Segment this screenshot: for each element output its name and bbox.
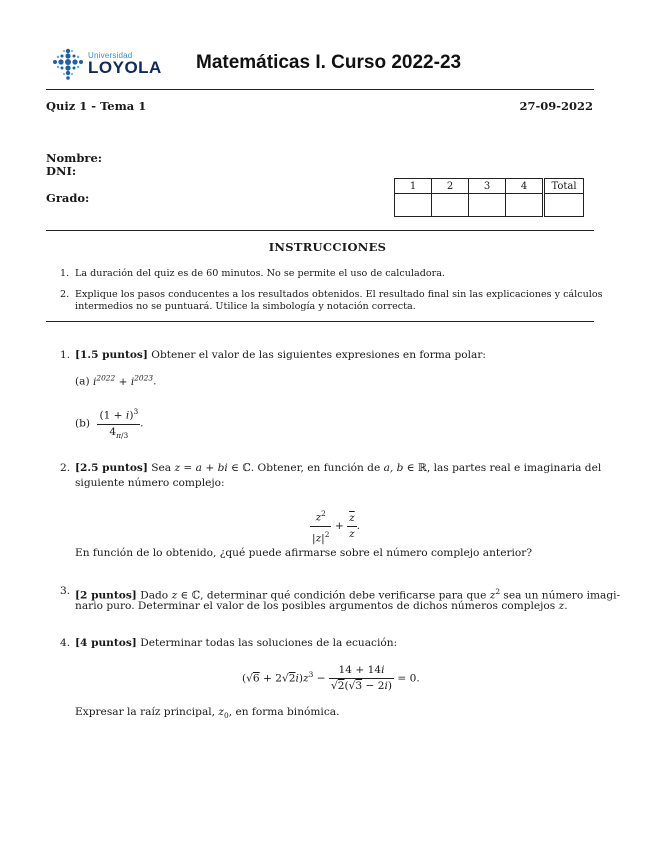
- question-prompt: Obtener el valor de las siguientes expresiones en forma polar:: [151, 349, 486, 361]
- instructions-bottom-rule: [46, 321, 594, 322]
- grado-label: Grado:: [46, 191, 90, 205]
- question-followup: en forma binómica.: [235, 706, 340, 718]
- question-prompt: Dado: [140, 589, 169, 602]
- loyola-cross-icon: [50, 46, 86, 82]
- question-1-part-b: (b) $\frac{(1 + i)^3}{4_{\pi/3}}$ .: [75, 404, 144, 443]
- question-number: 3.: [60, 585, 71, 597]
- part-label: (b): [75, 417, 91, 430]
- question-prompt: sea un número imagi-: [503, 589, 621, 602]
- grade-cell: [506, 194, 544, 217]
- question-number: 2.: [60, 462, 71, 474]
- question-prompt: siguiente número complejo:: [75, 477, 225, 489]
- logo-loyola-text: LOYOLA: [88, 58, 162, 77]
- instruction-item: Explique los pasos conducentes a los resultados obtenidos. El resultado final sin las explicaciones y cálculos: [75, 289, 603, 300]
- grade-cell: [395, 194, 432, 217]
- question-number: 1.: [60, 349, 71, 361]
- question-points: [1.5 puntos]: [75, 349, 148, 361]
- instruction-item: intermedios no se puntuará. Utilice la simbología y notación correcta.: [75, 301, 416, 312]
- grade-header-3: 3: [469, 179, 506, 194]
- question-prompt: determinar qué condición debe verificarse para que: [206, 589, 487, 602]
- question-points: [4 puntos]: [75, 637, 137, 649]
- question-prompt: Sea: [151, 462, 172, 474]
- question-1-part-a: (a) $i^{2022} + i^{2023}$.: [75, 373, 157, 388]
- question-3-text: [2 puntos] Dado z ∈ ℂ, determinar qué condición debe verificarse para que $z^2$ sea un número imagi-: [75, 587, 621, 602]
- question-3-line2: nario puro. Determinar el valor de los posibles argumentos de dichos números complejos z.: [75, 600, 568, 612]
- question-followup: Expresar la raíz principal,: [75, 706, 216, 718]
- instruction-number: 2.: [60, 289, 70, 300]
- expression-b: $\frac{(1 + i)^3}{4_{\pi/3}}$: [97, 404, 140, 443]
- expression-q2: $\frac{z^2}{|z|^2}$ + $\frac{\overline{z}}{z}$ .: [310, 506, 360, 546]
- logo-university-text: Universidad: [88, 51, 133, 60]
- question-prompt: las partes real e imaginaria del: [433, 462, 602, 474]
- grade-cell: [469, 194, 506, 217]
- expression-q4: $(√6 + 2√2i)z^3$ − $\frac{14 + 14i}{√2(√3 - 2i)}$ = 0.: [242, 664, 420, 692]
- instructions-top-rule: [46, 230, 594, 231]
- nombre-label: Nombre:: [46, 151, 103, 165]
- instructions-title: INSTRUCCIONES: [268, 240, 387, 254]
- expression-a: $i^{2022} + i^{2023}$: [92, 373, 154, 388]
- grade-cell-total: [544, 194, 584, 217]
- quiz-label: Quiz 1 - Tema 1: [46, 99, 147, 113]
- university-logo: [50, 46, 170, 82]
- dni-label: DNI:: [46, 164, 77, 178]
- grade-header-1: 1: [395, 179, 432, 194]
- question-prompt: nario puro. Determinar el valor de los posibles argumentos de dichos números complejos: [75, 600, 556, 612]
- instruction-number: 1.: [60, 268, 70, 279]
- grade-cell: [432, 194, 469, 217]
- course-title: Matemáticas I. Curso 2022-23: [196, 52, 462, 73]
- question-prompt: Determinar todas las soluciones de la ecuación:: [140, 637, 398, 649]
- question-2-text: [2.5 puntos] Sea z = a + bi ∈ ℂ. Obtener, en función de a, b ∈ ℝ, las partes real e imaginaria del: [75, 462, 602, 474]
- question-4-text: [75, 636, 397, 651]
- question-prompt: Obtener, en función de: [257, 462, 381, 474]
- instruction-item: La duración del quiz es de 60 minutos. No se permite el uso de calculadora.: [75, 268, 445, 279]
- question-points: [2 puntos]: [75, 589, 137, 602]
- grade-header-2: 2: [432, 179, 469, 194]
- grade-header-4: 4: [506, 179, 544, 194]
- header-rule: [46, 89, 594, 90]
- question-followup: En función de lo obtenido, ¿qué puede afirmarse sobre el número complejo anterior?: [75, 547, 533, 559]
- question-number: 4.: [60, 637, 71, 649]
- grade-header-total: Total: [544, 179, 584, 194]
- question-4-followup: Expresar la raíz principal, $z_0$, en forma binómica.: [75, 706, 340, 721]
- quiz-date: 27-09-2022: [519, 99, 593, 113]
- part-label: (a): [75, 375, 90, 388]
- grade-table: [394, 178, 584, 217]
- question-points: [2.5 puntos]: [75, 462, 148, 474]
- question-1-text: [75, 348, 486, 363]
